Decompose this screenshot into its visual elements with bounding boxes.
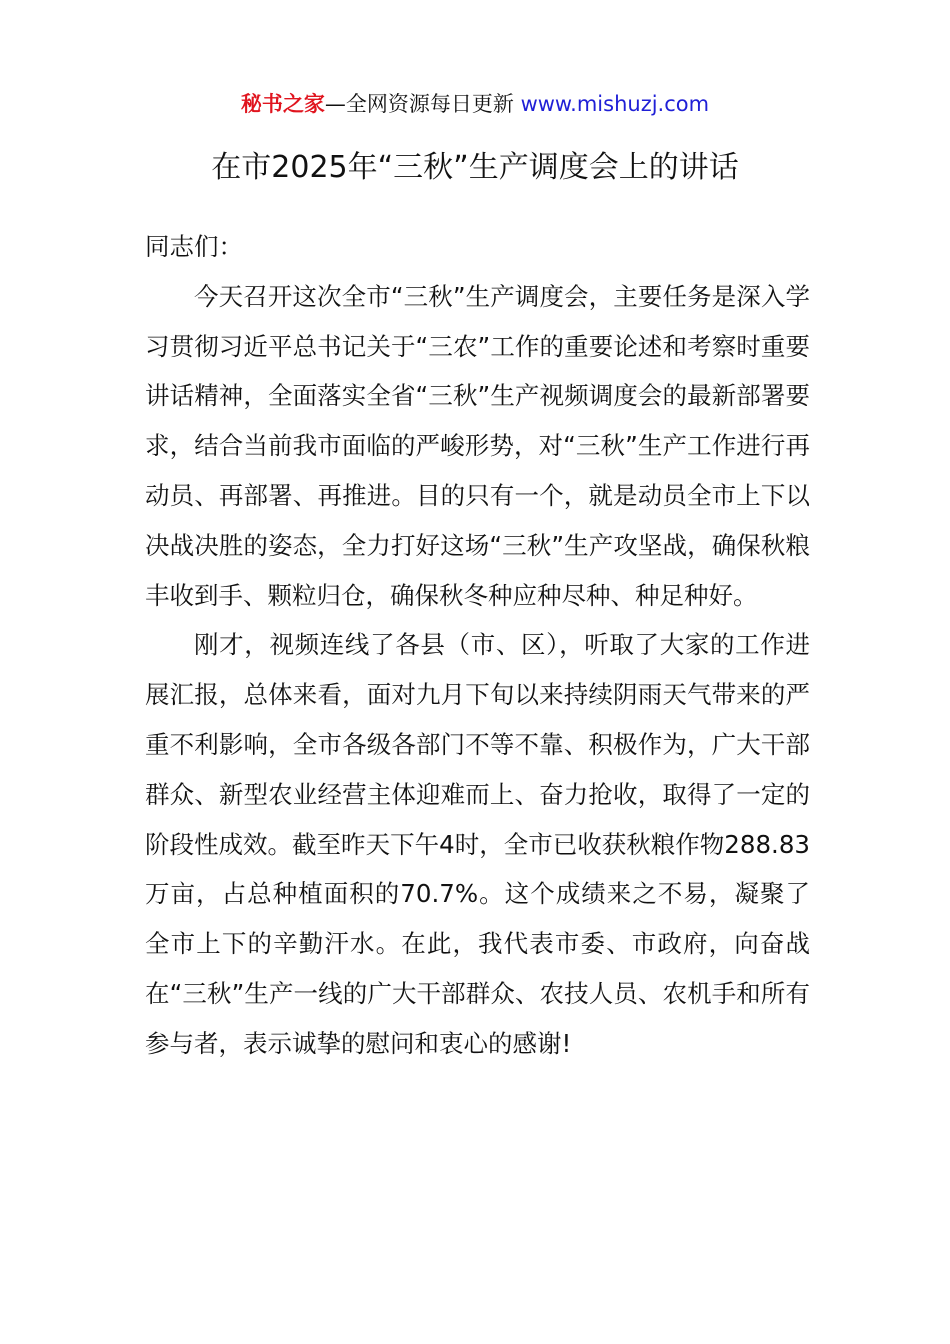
paragraph-2: 刚才，视频连线了各县（市、区），听取了大家的工作进展汇报，总体来看，面对九月下旬以来持续阴雨天气带来的严重不利影响，全市各级各部门不等不靠、积极作为，广大干部群众、新型农业经营主体迎难而上、奋力抢收，取得了一定的阶段性成效。截至昨天下午4时，全市已收获秋粮作物288.83万亩，占总种植面积的70.7%。这个成绩来之不易，凝聚了全市上下的辛勤汗水。在此，我代表市委、市政府，向奋战在“三秋”生产一线的广大干部群众、农技人员、农机手和所有参与者，表示诚挚的慰问和衷心的感谢! bbox=[145, 630, 810, 1058]
paragraph-1: 今天召开这次全市“三秋”生产调度会，主要任务是深入学习贯彻习近平总书记关于“三农”工作的重要论述和考察时重要讲话精神，全面落实全省“三秋”生产视频调度会的最新部署要求，结合当前我市面临的严峻形势，对“三秋”生产工作进行再动员、再部署、再推进。目的只有一个，就是动员全市上下以决战决胜的姿态，全力打好这场“三秋”生产攻坚战，确保秋粮丰收到手、颗粒归仓，确保秋冬种应种尽种、种足种好。 bbox=[145, 281, 810, 610]
document-body bbox=[145, 222, 810, 1069]
site-tagline: —全网资源每日更新 bbox=[324, 92, 514, 116]
site-header bbox=[0, 88, 950, 120]
site-url-link[interactable]: www.mishuzj.com bbox=[520, 92, 710, 116]
document-title: 在市2025年“三秋”生产调度会上的讲话 bbox=[211, 150, 739, 185]
brand-name: 秘书之家 bbox=[240, 92, 325, 116]
salutation: 同志们： bbox=[145, 232, 243, 261]
